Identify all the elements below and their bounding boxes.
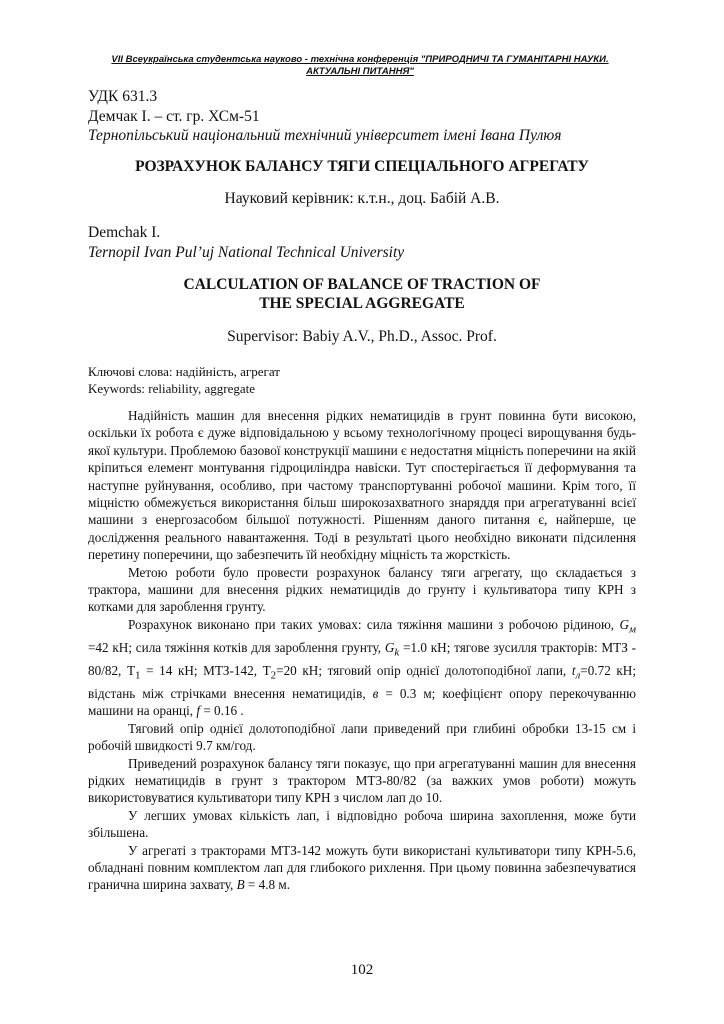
en-author-block [88,223,636,262]
en-title [88,275,636,313]
keywords-block [88,363,636,397]
paragraph-4: Тяговий опір однієї долотоподібної лапи приведений при глибині обробки 13-15 см і робочій швидкості 9.7 км/год. [88,720,636,754]
en-title-line1: CALCULATION OF BALANCE OF TRACTION OF [183,276,541,293]
symbol-B: B [236,877,245,893]
conference-header-line1: VII Всеукраїнська студентська науково - технічна конференція "ПРИРОДНИЧІ ТА ГУМАНІТАРНІ НАУКИ. [111,54,609,65]
symbol-t1-sub: 1 [135,669,141,682]
en-author: Demchak I. [88,224,161,241]
symbol-gk-sub: k [394,646,400,659]
keywords-en: Keywords: reliability, aggregate [88,381,256,396]
ua-affiliation: Тернопільський національний технічний університет імені Івана Пулюя [88,127,562,144]
en-affiliation: Ternopil Ivan Pul’uj National Technical University [88,243,405,261]
en-title-line2: THE SPECIAL AGGREGATE [259,295,465,312]
p3-text-2: =42 кН; сила тяжіння котків для зароблення грунту, [88,639,382,655]
p3-text-7: = 0.3 м; коефіцієнт опору перекочуванню машини на оранці, [88,686,636,719]
p3-text-3: =1.0 кН; тягове зусилля тракторів: МТЗ - 80/82, T [88,639,636,678]
ua-author: Демчак І. – ст. гр. ХСм-51 [88,107,260,125]
page-number: 102 [350,962,374,978]
symbol-t2-sub: 2 [270,669,277,682]
paragraph-5: Приведений розрахунок балансу тяги показує, що при агрегатуванні машин для внесення рідких нематицидів в грунт з трактором МТЗ-80/82 (за важких умов роботи) можуть використовуватися культиватори типу КРН з числом лап до 10. [88,755,636,806]
ua-author-block [88,87,636,146]
symbol-gk-base: G [384,639,395,655]
p3-text-1: Розрахунок виконано при таких умовах: сила тяжіння машини з робочою рідиною, [128,616,615,632]
keywords-ua: Ключові слова: надійність, агрегат [88,364,280,379]
p7-text-1: У агрегаті з тракторами МТЗ-142 можуть бути використані культиватори типу КРН-5.6, обладнані повним комплектом лап для глибокого рихлення. При цьому повинна забезпечуватися гранична ширина захвату, [88,842,636,893]
symbol-b: в [372,686,379,702]
en-supervisor: Supervisor: Babiy A.V., Ph.D., Assoc. Prof. [227,328,497,345]
article-body [88,407,636,894]
conference-header-line2: АКТУАЛЬНІ ПИТАННЯ" [306,66,414,77]
symbol-tl [571,662,581,682]
symbol-gk [384,639,400,659]
p3-text-6: =0.72 кН; відстань між стрічками внесення нематицидів, [88,662,636,702]
udc-code: УДК 631.3 [88,88,158,105]
p7-text-2: = 4.8 м. [247,877,291,893]
ua-supervisor: Науковий керівник: к.т.н., доц. Бабій А.В. [224,190,500,207]
symbol-gm [619,616,636,636]
p3-text-4: = 14 кН; МТЗ-142, T [146,662,271,678]
symbol-f: f [196,703,201,719]
conference-header [70,54,650,78]
symbol-tl-base: t [571,662,576,678]
p3-text-8: = 0.16 . [203,703,244,719]
ua-title: РОЗРАХУНОК БАЛАНСУ ТЯГИ СПЕЦІАЛЬНОГО АГРЕГАТУ [135,158,589,175]
p3-text-5: =20 кН; тяговий опір однієї долотоподібної лапи, [276,662,567,678]
paragraph-3 [88,616,636,720]
paragraph-1: Надійність машин для внесення рідких нематицидів в грунт повинна бути високою, оскільки їх робота є дуже відповідальною у всьому технологічному процесі вирощування будь-якої культури. Проблемою базової конструкції машини є недостатня міцність поперечини на якій кріпиться елемент монтування гідроциліндра навіски. Тут спостерігається її деформування та наступне руйнування, особливо, при частому транспортуванні робочої машини. Крім того, її міцністю обмежується використання більш широкозахватного знаряддя при агрегатуванні всієї машини з енергозасобом більшої потужності. Рішенням даного питання є, найперше, це дослідження реального навантаження. Тоді в результаті цього необхідно виконати підсилення перетину поперечини, що забезпечить їй необхідну міцність та жорсткість. [88,408,636,563]
symbol-tl-sub: л [575,669,581,682]
paragraph-2: Метою роботи було провести розрахунок балансу тяги агрегату, що складається з трактора, машини для внесення рідких нематицидів до грунту і культиватора типу КРН з котками для зароблення грунту. [88,564,636,615]
symbol-gm-sub: м [628,623,636,636]
paragraph-7 [88,842,636,894]
symbol-gm-base: G [619,616,629,632]
paragraph-6: У легших умовах кількість лап, і відповідно робоча ширина захоплення, може бути збільшена. [88,807,636,841]
